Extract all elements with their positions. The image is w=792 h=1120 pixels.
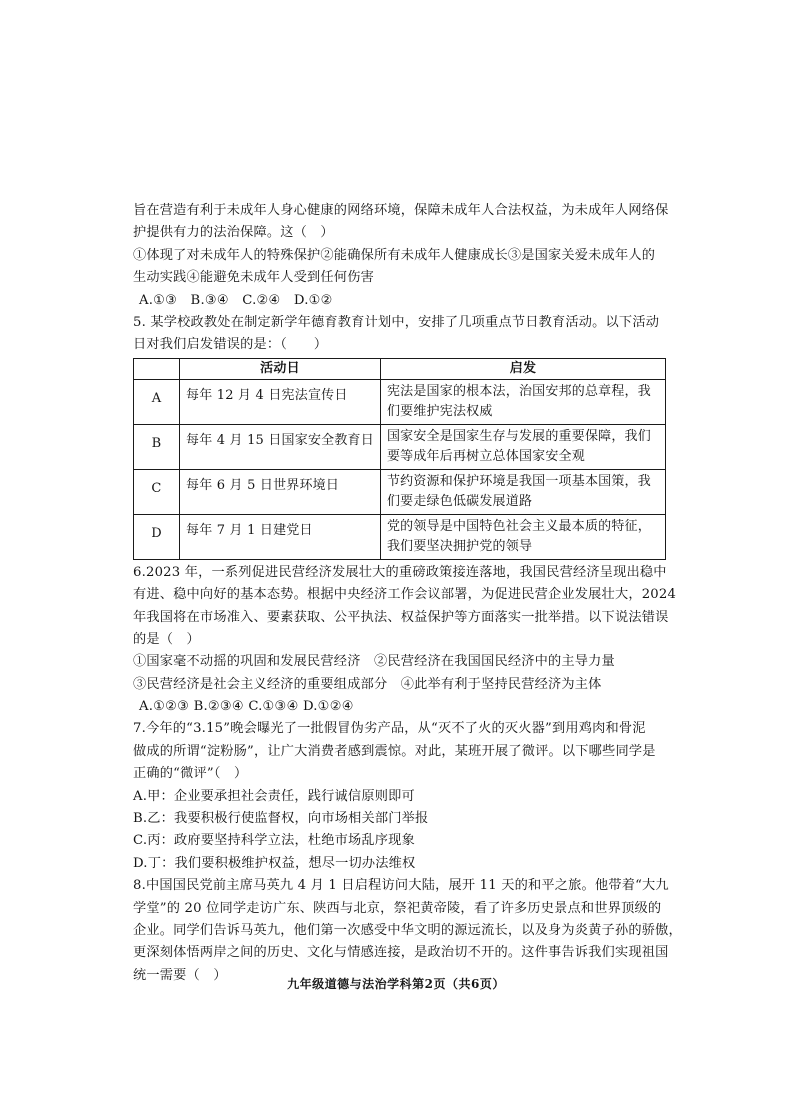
table-row <box>134 379 666 424</box>
question-text-line: 做成的所谓“淀粉肠”，让广大消费者感到震惊。对此，某班开展了微评。以下哪些同学是 <box>133 743 656 759</box>
question-text-line: 6.2023 年，一系列促进民营经济发展壮大的重磅政策接连落地，我国民营经济呈现出稳中 <box>133 564 667 580</box>
table-row <box>134 469 666 514</box>
question-text-line: 学堂”的 20 位同学走访广东、陕西与北京，祭祀黄帝陵，看了许多历史景点和世界顶级的 <box>133 900 662 916</box>
table-header-cell: 活动日 <box>180 358 381 379</box>
question-text-line: 8.中国国民党前主席马英九 4 月 1 日启程访问大陆，展开 11 天的和平之旅。他带着“大九 <box>133 878 669 894</box>
option-letter-cell: D <box>134 514 180 559</box>
page-footer: 九年级道德与法治学科第2页（共6页） <box>287 977 505 991</box>
activity-day-table <box>133 358 666 560</box>
question-4-continued <box>133 200 669 312</box>
question-text-line: 企业。同学们告诉马英九，他们第一次感受中华文明的源远流长，以及身为炎黄子孙的骄傲， <box>133 922 682 938</box>
table-header-cell: 启发 <box>380 358 665 379</box>
question-6 <box>133 562 677 719</box>
question-text-line: 的是（ ） <box>133 631 200 647</box>
question-text-line: 更深刻体悟两岸之间的历史、文化与情感连接，是政治切不开的。这件事告诉我们实现祖国 <box>133 945 669 961</box>
option-letter-cell: B <box>134 424 180 469</box>
question-text-line: 日对我们启发错误的是：（ ） <box>133 337 328 353</box>
insight-cell: 宪法是国家的根本法，治国安邦的总章程，我们要维护宪法权威 <box>380 379 665 424</box>
question-text-line: 生动实践④能避免未成年人受到任何伤害 <box>133 270 374 286</box>
question-text-line: 年我国将在市场准入、要素获取、公平执法、权益保护等方面落实一批举措。以下说法错误 <box>133 609 669 625</box>
option-letter-cell: A <box>134 379 180 424</box>
option-letter-cell: C <box>134 469 180 514</box>
activity-day-cell: 每年 12 月 4 日宪法宣传日 <box>180 379 381 424</box>
statement-line: ①国家毫不动摇的巩固和发展民营经济 ②民营经济在我国国民经济中的主导力量 <box>133 654 615 670</box>
question-text-line: 7.今年的“3.15”晚会曝光了一批假冒伪劣产品，从“灭不了火的灭火器”到用鸡肉和骨泥 <box>133 721 646 737</box>
question-text-line: 有进、稳中向好的基本态势。根据中央经济工作会议部署，为促进民营企业发展壮大，2024 <box>133 587 677 603</box>
answer-option: D.丁：我们要积极维护权益，想尽一切办法维权 <box>133 855 416 871</box>
question-text-line: 正确的“微评”（ ） <box>133 766 248 782</box>
insight-cell: 国家安全是国家生存与发展的重要保障，我们要等成年后再树立总体国家安全观 <box>380 424 665 469</box>
question-text-line: 旨在营造有利于未成年人身心健康的网络环境，保障未成年人合法权益，为未成年人网络保 <box>133 203 669 218</box>
question-text-line: ①体现了对未成年人的特殊保护②能确保所有未成年人健康成长③是国家关爱未成年人的 <box>133 247 656 263</box>
answer-options: A.①③ B.③④ C.②④ D.①② <box>139 292 333 308</box>
table-header-row <box>134 358 666 379</box>
answer-option: C.丙：政府要坚持科学立法，杜绝市场乱序现象 <box>133 833 415 849</box>
question-5 <box>133 312 665 560</box>
question-text-line: 5. 某学校政教处在制定新学年德育教育计划中，安排了几项重点节日教育活动。以下活动 <box>133 314 660 330</box>
answer-option: A.甲：企业要承担社会责任，践行诚信原则即可 <box>133 788 415 804</box>
question-text-line: 统一需要（ ） <box>133 967 227 983</box>
table-row <box>134 514 666 559</box>
question-7 <box>133 718 665 875</box>
exam-content <box>133 200 682 987</box>
activity-day-cell: 每年 4 月 15 日国家安全教育日 <box>180 424 381 469</box>
activity-day-cell: 每年 6 月 5 日世界环境日 <box>180 469 381 514</box>
table-row <box>134 424 666 469</box>
question-8 <box>133 875 682 987</box>
insight-cell: 节约资源和保护环境是我国一项基本国策，我们要走绿色低碳发展道路 <box>380 469 665 514</box>
answer-options: A.①②③ B.②③④ C.①③④ D.①②④ <box>139 699 354 715</box>
question-text-line: 护提供有力的法治保障。这（ ） <box>133 225 334 241</box>
activity-day-cell: 每年 7 月 1 日建党日 <box>180 514 381 559</box>
answer-option: B.乙：我要积极行使监督权，向市场相关部门举报 <box>133 811 429 827</box>
statement-line: ③民营经济是社会主义经济的重要组成部分 ④此举有利于坚持民营经济为主体 <box>133 676 602 692</box>
table-header-cell <box>134 358 180 379</box>
insight-cell: 党的领导是中国特色社会主义最本质的特征，我们要坚决拥护党的领导 <box>380 514 665 559</box>
